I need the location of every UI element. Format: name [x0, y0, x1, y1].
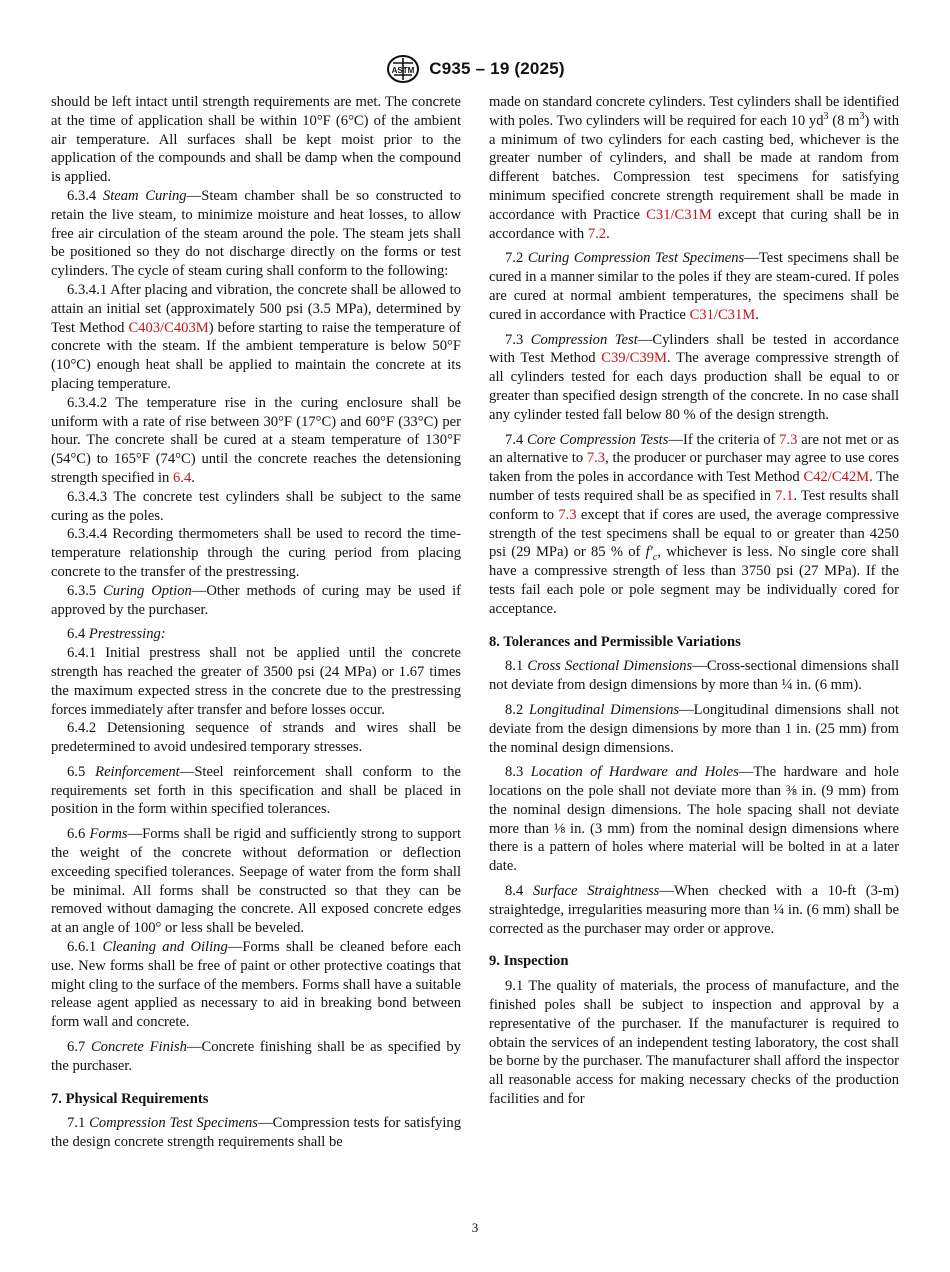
section-6-3-4-1: 6.3.4.1 After placing and vibration, the concrete shall be allowed to attain an initial set (approximately 500 psi (3.5 MPa), determined by Test Method C403/C403M) before starting to raise the temperature of concrete with the steam. If the ambient temperature is below 50°F (10°C) enough heat shall be applied to maintain the concrete at its placing temperature.: [51, 281, 461, 392]
section-6-3-4-4: 6.3.4.4 Recording thermometers shall be used to record the time-temperature relationship through the curing period from placing concrete to the transfer of the prestressing.: [51, 526, 461, 580]
section-6-3-5: 6.3.5 Curing Option—Other methods of curing may be used if approved by the purchaser.: [51, 582, 462, 618]
section-6-4: 6.4 Prestressing:: [67, 626, 166, 643]
svg-text:ASTM: ASTM: [391, 66, 415, 75]
document-id: C935 – 19 (2025): [429, 59, 565, 78]
section-6-4-1: 6.4.1 Initial prestress shall not be applied until the concrete strength has reached the greater of 3500 psi (24 MPa) or 1.67 times the maximum expected stress in the concrete due to the prestressing forces immediately after transfer and before losses occur.: [51, 645, 461, 718]
section-8-3: 8.3 Location of Hardware and Holes—The hardware and hole locations on the pole shall not deviate more than ⅜ in. (9 mm) from the nominal design dimensions. The hole spacing shall not deviate more than ⅛ in. (3 mm) from the nominal design dimensions where there is a pattern of holes where material will be bolted in at a later date.: [489, 764, 899, 875]
section-6-3-4-2: 6.3.4.2 The temperature rise in the curing enclosure shall be uniform with a rate of rise between 30°F (17°C) and 60°F (33°C) per hour. The concrete shall be cured at a steam temperature of 130°F (54°C) to 165°F (74°C) until the concrete reaches the detensioning strength specified in 6.4.: [51, 394, 461, 486]
left-column: [51, 93, 461, 1152]
ref-link-7-2[interactable]: 7.2: [587, 225, 607, 242]
ref-link-6-4[interactable]: 6.4: [173, 469, 192, 486]
section-6-4-2: 6.4.2 Detensioning sequence of strands and wires shall be predetermined to avoid undesired temporary stresses.: [51, 720, 461, 756]
ref-link-c42[interactable]: C42/C42M: [803, 469, 870, 486]
section-8-1: 8.1 Cross Sectional Dimensions—Cross-sectional dimensions shall not deviate from design dimensions by more than ¼ in. (6 mm).: [489, 658, 900, 694]
astm-logo-icon: [385, 54, 421, 84]
heading-9: 9. Inspection: [489, 953, 569, 970]
paragraph: made on standard concrete cylinders. Test cylinders shall be identified with poles. Two cylinders will be required for each 10 $yd^3$ (8 $m^3$) with a minimum of two cylinders for each casting bed, whichever is the greater number of cylinders, and shall be made at random from different batches. Compression test specimens for satisfying minimum specified concrete strength requirement shall be made in accordance with Practice C31/C31M except that curing shall be in accordance with 7.2.: [489, 94, 899, 242]
page-header: [0, 54, 950, 84]
section-6-3-4-3: 6.3.4.3 The concrete test cylinders shall be subject to the same curing as the poles.: [51, 488, 461, 524]
paragraph: should be left intact until strength requirements are met. The concrete at the time of application shall be within 10°F (6°C) of the ambient air temperature. All surfaces shall be kept moist prior to the application of the compounds and shall be damp when the compound is applied.: [51, 94, 461, 186]
ref-link-c31[interactable]: C31/C31M: [689, 306, 756, 323]
section-6-6: 6.6 Forms—Forms shall be rigid and sufficiently strong to support the weight of the concrete without deformation or deflection exceeding specified tolerances. Seepage of water from the form shall be minimal. All forms shall be constructed so that they can be removed without damaging the concrete. All exposed concrete edges at an angle of 100° or less shall be beveled.: [51, 826, 461, 937]
section-7-3: 7.3 Compression Test—Cylinders shall be tested in accordance with Test Method C39/C39M. The average compressive strength of all cylinders tested for each days production shall be equal to or greater than specified design strength of the concrete. In no case shall any cylinder tested fall below 80 % of the design strength.: [489, 331, 900, 423]
page-number: 3: [471, 1220, 479, 1235]
section-7-4: 7.4 Core Compression Tests—If the criteria of 7.3 are not met or as an alternative to 7.3, the producer or purchaser may agree to use cores taken from the poles in accordance with Test Method C42/C42M. The number of tests required shall be as specified in 7.1. Test results shall conform to 7.3 except that if cores are used, the average compressive strength of the test specimens shall be equal to or greater than 4250 psi (29 MPa) or 85 % of $f'_c$, whichever is less. No single core shall have a compressive strength of less than 3750 psi (27 MPa). If the tests fail each pole or pole segment may be individually cored for acceptance.: [489, 431, 899, 617]
section-7-2: 7.2 Curing Compression Test Specimens—Test specimens shall be cured in a manner similar to the poles if they are steam-cured. If poles are cured at normal ambient temperatures, the specimens shall be cured in accordance with Practice C31/C31M.: [489, 250, 899, 323]
right-column: [489, 93, 899, 1109]
ref-link-7-1[interactable]: 7.1: [775, 487, 794, 504]
section-9-1: 9.1 The quality of materials, the process of manufacture, and the finished poles shall be subject to inspection and approval by a representative of the purchaser. If the manufacturer is required to obtain the services of an independent testing laboratory, the cost shall be borne by the purchaser. The manufacturer shall afford the inspector all reasonable access for making necessary checks of the production facilities and for: [489, 978, 899, 1108]
section-6-3-4: 6.3.4 Steam Curing—Steam chamber shall be so constructed to retain the live steam, to minimize moisture and heat losses, to allow free air circulation of the steam around the pole. The steam jets shall be positioned so they do not discharge directly on the forms or test cylinders. The cycle of steam curing shall conform to the following:: [51, 187, 461, 280]
section-6-7: 6.7 Concrete Finish—Concrete finishing shall be as specified by the purchaser.: [51, 1039, 461, 1074]
section-7-1: 7.1 Compression Test Specimens—Compression tests for satisfying the design concrete strength requirements shall be: [51, 1115, 461, 1151]
ref-link-7-3[interactable]: 7.3: [779, 431, 798, 448]
ref-link-c403[interactable]: C403/C403M: [128, 319, 209, 336]
section-6-5: 6.5 Reinforcement—Steel reinforcement shall conform to the requirements set forth in this specification and shall be placed in position in the form within specified tolerances.: [51, 763, 461, 818]
section-8-2: 8.2 Longitudinal Dimensions—Longitudinal dimensions shall not deviate from the design dimensions by more than 1 in. (25 mm) from the nominal design dimensions.: [489, 701, 899, 756]
section-title: Steam Curing: [102, 187, 187, 204]
heading-8: 8. Tolerances and Permissible Variations: [489, 633, 741, 650]
ref-link-7-3[interactable]: 7.3: [586, 450, 606, 467]
heading-7: 7. Physical Requirements: [51, 1090, 209, 1107]
ref-link-c39[interactable]: C39/C39M: [601, 350, 667, 367]
section-6-6-1: 6.6.1 Cleaning and Oiling—Forms shall be cleaned before each use. New forms shall be free of paint or other protective coatings that might cling to the surface of the members. Forms shall have a suitable release agent applied as necessary to aid in breaking bond between form wall and concrete.: [51, 939, 461, 1031]
section-8-4: 8.4 Surface Straightness—When checked with a 10-ft (3-m) straightedge, irregularities measuring more than ¼ in. (6 mm) shall be corrected as the purchaser may order or approve.: [489, 883, 899, 937]
ref-link-7-3[interactable]: 7.3: [558, 506, 577, 523]
ref-link-c31[interactable]: C31/C31M: [646, 206, 712, 223]
